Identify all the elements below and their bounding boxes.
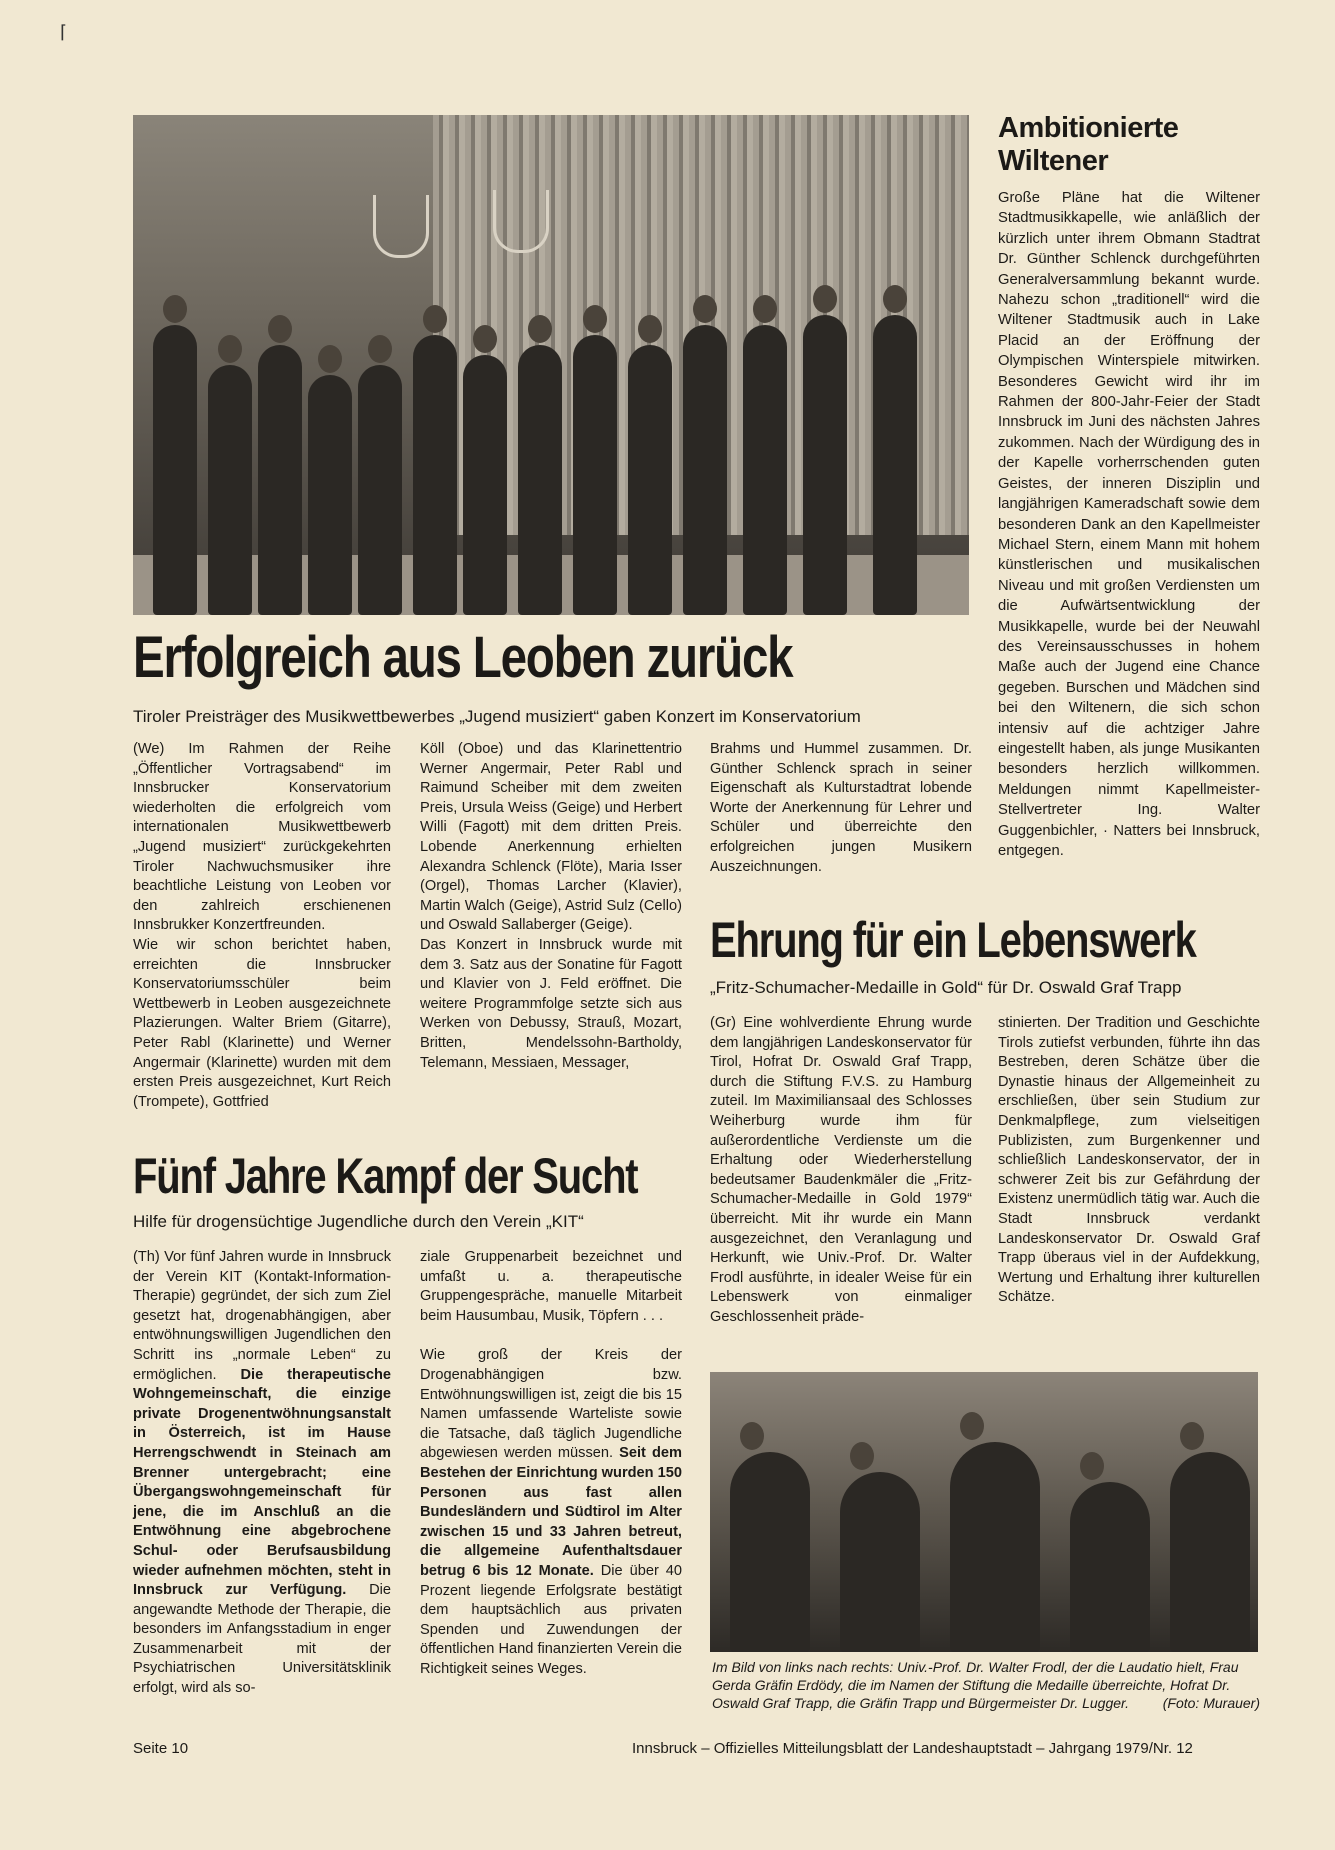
article2-col1: (Gr) Eine wohlverdiente Ehrung wurde dem langjährigen Landeskonservator für Tirol, Hofrat Dr. Oswald Graf Trapp, durch die Stiftung F.V.S. zu Hamburg zuteil. Im Maximiliansaal des Schlosses Weiherburg wurde ihm für außerordentliche Verdienste um die Erhaltung oder Wiederherstellung bedeutsamer Baudenkmäler die „Fritz-Schumacher-Medaille in Gold 1979“ überreicht. Mit ihr wurde ein Mann ausgezeichnet, den Veranlagung und Herkunft, wie Univ.-Prof. Dr. Walter Frodl ausführte, in idealer Weise für ein Lebenswerk von einmaliger Geschlossenheit präde- [710,1015,972,1325]
article1-col3-p1: Brahms und Hummel zusammen. Dr. Günther Schlenck sprach in seiner Eigenschaft als Kulturstadtrat lobende Worte der Anerkennung für Lehrer und Schüler und überreichte den erfolgreichen jungen Musikern Auszeichnungen. [710,741,972,875]
article1-subhead: Tiroler Preisträger des Musikwettbewerbes „Jugend musiziert“ gaben Konzert im Konservatorium [133,707,861,726]
ceremony-caption [712,1658,1260,1712]
caption-text: Im Bild von links nach rechts: Univ.-Prof. Dr. Walter Frodl, der die Laudatio hielt, Frau Gerda Gräfin Erdödy, die im Namen der Stiftung die Medaille überreichte, Hofrat Dr. Oswald Graf Trapp, die Gräfin Trapp und Bürgermeister Dr. Lugger. [712,1659,1239,1711]
article2-subhead: „Fritz-Schumacher-Medaille in Gold“ für Dr. Oswald Graf Trapp [710,978,1182,997]
margin-mark: ⌈ [60,22,68,42]
article1-col2 [420,740,682,1073]
ceremony-photo [710,1372,1258,1652]
article1-col2-p1: Köll (Oboe) und das Klarinettentrio Werner Angermair, Peter Rabl und Raimund Scheiber mit dem zweiten Preis, Ursula Weiss (Geige) und Herbert Willi (Fagott) mit dem dritten Preis. Lobende Anerkennung erhielten Alexandra Schlenck (Flöte), Maria Isser (Orgel), Thomas Larcher (Klavier), Martin Walch (Geige), Astrid Sulz (Cello) und Oswald Sallaberger (Geige). [420,741,682,934]
article3-headline: Fünf Jahre Kampf der Sucht [133,1148,638,1204]
candelabra-icon [493,190,549,253]
article1-col1-p2: Wie wir schon berichtet haben, erreichten die Innsbrucker Konservatoriumsschüler beim Wettbewerb in Leoben ausgezeichnete Plazierungen. Walter Briem (Gitarre), Peter Rabl (Klarinette) und Werner Angermair (Klarinette) wurden mit dem ersten Preis ausgezeichnet, Kurt Reich (Trompete), Gottfried [133,936,391,1110]
article1-col2-p2: Das Konzert in Innsbruck wurde mit dem 3. Satz aus der Sonatine für Fagott und Klavier von J. Feld eröffnet. Die weitere Programmfolge setzte sich aus Werken von Debussy, Strauß, Mozart, Britten, Mendelssohn-Bartholdy, Telemann, Messiaen, Messager, [420,936,682,1071]
article3-col2-p2b: Die über 40 Prozent liegende Erfolgsrate bestätigt dem hauptsächlich aus privaten Spenden und Zuwendungen der öffentlichen Hand finanzierten Verein die Richtigkeit seines Weges. [420,1562,683,1677]
candelabra-icon [373,195,429,258]
article3-col1-p1: (Th) Vor fünf Jahren wurde in Innsbruck der Verein KIT (Kontakt-Information-Therapie) gegründet, der sich zum Ziel gesetzt hat, drogenabhängigen, aber entwöhnungswilligen Jugendlichen den Schritt ins „normale Leben“ zu ermöglichen. [133,1249,391,1383]
sidebar-body: Große Pläne hat die Wiltener Stadtmusikkapelle, wie anläßlich der kürzlich unter ihrem Obmann Stadtrat Dr. Günther Schlenck durchgeführten Generalversammlung bekannt wurde. Nahezu schon „traditionell“ wird die Wiltener Stadtmusik auch in Lake Placid an der Eröffnung der Olympischen Winterspiele mitwirken. Besonderes Gewicht wird ihr im Rahmen der 800-Jahr-Feier der Stadt Innsbruck im Juni des nächsten Jahres zukommen. Nach der Würdigung des in der Kapelle vorherrschenden guten Geistes, der inneren Disziplin und langjährigen Kameradschaft sowie dem besonderen Dank an den Kapellmeister Michael Stern, einem Mann mit hohem künstlerischen und musikalischen Niveau und mit großen Verdiensten um die Aufwärtsentwicklung der Musikkapelle, wurde bei der Neuwahl des Vereinsausschusses in hohem Maße auch der Jugend eine Chance gegeben. Burschen und Mädchen sind bei den Wiltenern, die sich schon intensiv auf die achtziger Jahre eingestellt haben, als junge Musikanten besonders herzlich willkommen. Meldungen nimmt Kapellmeister-Stellvertreter Ing. Walter Guggenbichler, · Natters bei Innsbruck, entgegen. [998,190,1260,859]
article3-subhead: Hilfe für drogensüchtige Jugendliche durch den Verein „KIT“ [133,1212,584,1231]
article3-col2-p2a: Wie groß der Kreis der Drogenabhängigen bzw. Entwöhnungswilligen ist, zeigt die bis 15 Namen umfassende Warteliste sowie die Tatsache, daß täglich Jugendliche abgewiesen werden müssen. [420,1347,682,1462]
photo-credit: (Foto: Murauer) [1162,1695,1260,1711]
article2-headline: Ehrung für ein Lebenswerk [710,912,1196,968]
page-number: Seite 10 [133,1740,189,1757]
publication-line: Innsbruck – Offizielles Mitteilungsblatt der Landeshauptstadt – Jahrgang 1979/Nr. 12 [632,1740,1193,1757]
article3-col1-p2: Die angewandte Methode der Therapie, die besonders im Anfangsstadium in enger Zusammenarbeit mit der Psychiatrischen Universitätsklinik erfolgt, wird als so- [133,1582,391,1697]
article1-headline: Erfolgreich aus Leoben zurück [133,625,793,690]
article3-col2-p1: ziale Gruppenarbeit bezeichnet und umfaßt u. a. therapeutische Gruppengespräche, manuelle Mitarbeit beim Hausumbau, Musik, Töpfern . . . [420,1249,682,1324]
article3-col1 [133,1248,391,1699]
article1-col1-p1: (We) Im Rahmen der Reihe „Öffentlicher Vortragsabend“ im Innsbrucker Konservatorium wiederholten die erfolgreich vom internationalen Musikwettbewerb „Jugend musiziert“ zurückgekehrten Tiroler Nachwuchsmusiker ihre beachtliche Leistung von Leoben vor den zahlreich erschienenen Innsbrukker Konzertfreunden. [133,741,391,934]
article2-col2: stinierten. Der Tradition und Geschichte Tirols zutiefst verbunden, führte ihn das Bestreben, deren Schätze über die Dynastie hinaus der Allgemeinheit zu erschließen, über sein Studium zur Denkmalpflege, zum vielseitigen Publizisten, zum Burgenkenner und schließlich Landeskonservator, der in schwerer Zeit bis zur Gefährdung der Existenz unermüdlich tätig war. Auch die Stadt Innsbruck verdankt Landeskonservator Dr. Oswald Graf Trapp überaus viel in der Aufdekkung, Wertung und Erhaltung ihrer kulturellen Schätze. [998,1015,1260,1306]
article1-col1 [133,740,391,1112]
article1-col3 [710,740,972,877]
sidebar-title: Ambitionierte Wiltener [998,112,1179,177]
article3-col2-bold: Seit dem Bestehen der Einrichtung wurden 150 Personen aus fast allen Bundesländern und Südtirol im Alter zwischen 15 und 33 Jahren betreut, die allgemeine Aufenthaltsdauer betrug 6 bis 12 Monate. [420,1445,682,1579]
article3-col1-bold: Die therapeutische Wohngemeinschaft, die einzige private Drogenentwöhnungsanstalt in Österreich, ist im Hause Herrengschwendt in Steinach am Brenner untergebracht; eine Übergangswohngemeinschaft für jene, die im Anschluß an die Entwöhnung eine abgebrochene Schul- oder Berufsausbildung wieder aufnehmen möchten, steht in Innsbruck zur Verfügung. [133,1366,391,1599]
article3-col2 [420,1248,682,1679]
musicians-photo [133,115,969,615]
